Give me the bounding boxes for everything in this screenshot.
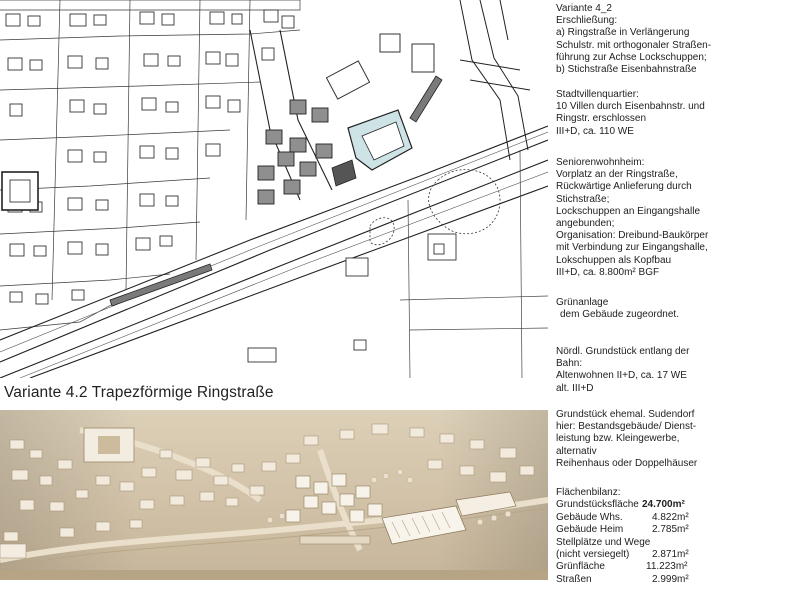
noerdl-title: Nördl. Grundstück entlang der (556, 346, 690, 357)
sudendorf-block (556, 409, 796, 470)
bilanz-label: Gebäude Heim (556, 524, 624, 536)
bilanz-label: Stellplätze und Wege (556, 536, 651, 548)
stadtvillen-line: Ringstr. erschlossen (556, 113, 647, 125)
senioren-line: Organisation: Dreibund-Baukörper (556, 230, 709, 242)
variant-caption: Variante 4.2 Trapezförmige Ringstraße (4, 384, 274, 401)
bilanz-value: 2.785m² (652, 524, 689, 536)
bilanz-title: Flächenbilanz: (556, 487, 621, 498)
gruen-line: dem Gebäude zugeordnet. (560, 309, 679, 321)
sudendorf-line: Reihenhaus oder Doppelhäuser (556, 457, 698, 469)
bilanz-label: Straßen (556, 573, 592, 585)
senioren-line: angebunden; (556, 218, 615, 230)
erschliessung-line: führung zur Achse Lockschuppen; (556, 51, 707, 63)
bilanz-value: 2.871m² (652, 548, 689, 560)
senioren-line: Vorplatz an der Ringstraße, (556, 169, 678, 181)
bilanz-value: 11.223m² (646, 561, 688, 573)
senioren-line: Lokschuppen als Kopfbau (556, 254, 672, 266)
senioren-line: III+D, ca. 8.800m² BGF (556, 266, 660, 278)
bilanz-value: 4.822m² (652, 511, 689, 523)
senioren-line: Rückwärtige Anlieferung durch (556, 181, 692, 193)
noerdl-line: Altenwohnen II+D, ca. 17 WE (556, 370, 687, 382)
bilanz-label: Grünfläche (556, 561, 605, 573)
stadtvillen-line: III+D, ca. 110 WE (556, 125, 634, 137)
bilanz-value: 2.999m² (652, 573, 689, 585)
erschliessung-line: b) Stichstraße Eisenbahnstraße (556, 64, 697, 76)
erschliessung-line: Schulstr. mit orthogonaler Straßen- (556, 39, 712, 51)
bilanz-label: (nicht versiegelt) (556, 548, 630, 560)
bilanz-label: Grundstücksfläche (556, 499, 639, 511)
noerdl-line: Bahn: (556, 358, 583, 370)
stadtvillen-title: Stadtvillenquartier: (556, 89, 639, 100)
senioren-block (556, 157, 796, 279)
stadtvillen-block (556, 89, 796, 138)
erschliessung-title: Erschließung: (556, 15, 618, 27)
variant-heading: Variante 4_2 (556, 3, 612, 14)
site-plan-drawing (0, 0, 548, 378)
sudendorf-title: Grundstück ehemal. Sudendorf (556, 409, 695, 420)
senioren-line: Lockschuppen an Eingangshalle (556, 205, 700, 217)
model-photo (0, 410, 548, 580)
variant-heading-block (556, 3, 796, 76)
sudendorf-line: hier: Bestandsgebäude/ Dienst- (556, 421, 697, 433)
erschliessung-line: a) Ringstraße in Verlängerung (556, 27, 690, 39)
bilanz-label: Gebäude Whs. (556, 511, 623, 523)
senioren-line: mit Verbindung zur Eingangshalle, (556, 242, 708, 254)
gruen-title: Grünanlage (556, 297, 609, 308)
gruen-block (556, 297, 796, 321)
bilanz-value: 24.700m² (642, 499, 685, 511)
stadtvillen-line: 10 Villen durch Eisenbahnstr. und (556, 101, 705, 113)
noerdl-block (556, 346, 796, 395)
flaechenbilanz (556, 487, 796, 586)
noerdl-line: alt. III+D (556, 382, 594, 394)
senioren-title: Seniorenwohnheim: (556, 157, 645, 168)
sudendorf-line: leistung bzw. Kleingewerbe, (556, 433, 680, 445)
sudendorf-line: alternativ (556, 445, 597, 457)
senioren-line: Stichstraße; (556, 193, 610, 205)
